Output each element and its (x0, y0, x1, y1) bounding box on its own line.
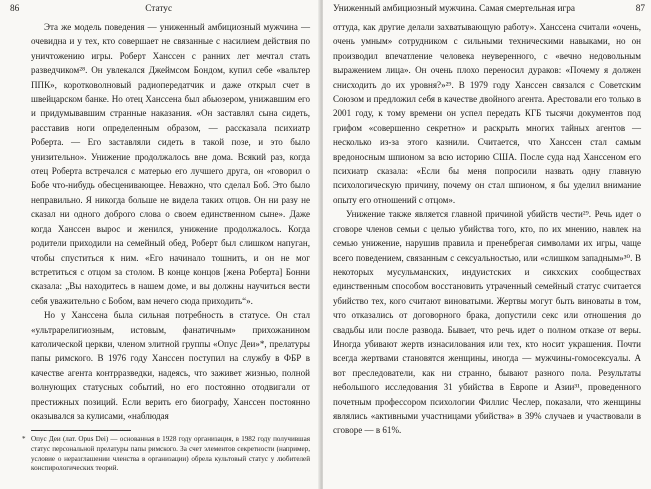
page-number-right: 87 (635, 4, 645, 14)
paragraph: оттуда, как другие делали захватывающую работу». Ханссена считали «очень, очень умным» сотрудником с сильными техническими навыками, но он производил впечатление человека неуверенного, с «вечно недовольным выражением лица». Он очень плохо переносил дураков: «Почему я должен снисходить до их уровня?»²⁹. В 1979 году Ханссен связался с Советским Союзом и предложил себя в качестве двойного агента. Арестовали его только в 2001 году, к тому времени он успел передать КГБ тысячи документов под грифом «совершенно секретно» и раскрыть многих тайных агентов — несколько из-за этого казнили. Считается, что Ханссен стал самым вредоносным шпионом за всю историю США. После суда над Ханссеном его психиатр сказала: «Если бы меня попросили назвать одну главную психологическую причину, почему он стал шпионом, я бы уделил внимание опыту его отношений с отцом». (333, 22, 641, 205)
footnote-divider (31, 430, 131, 431)
footnote-mark: * (22, 435, 26, 444)
left-page (0, 0, 320, 489)
footnote-text: Опус Деи (лат. Opus Dei) — основанная в 1928 году организация, в 1982 году получившая статус персональной прелатуры папы римского. За счет элементов секретности (например, условие о неразглашении членства в организации) обрела культовый статус у любителей конспирологических теорий. (31, 435, 310, 473)
paragraph: Но у Ханссена была сильная потребность в статусе. Он стал «ультрарелигиозным, истовым, фанатичным» прихожанином католической церкви, членом элитной группы «Опус Деи»*, прелатуры папы римского. В 1976 году Ханссен поступил на службу в ФБР в качестве агента контрразведки, надеясь, что заживет жизнью, полной волнующих статусных событий, но его постоянно отодвигали от престижных позиций. Если верить его биографу, Ханссен постоянно оказывался за кулисами, «наблюдая (31, 310, 310, 421)
paragraph: Эта же модель поведения — униженный амбициозный мужчина — очевидна и у тех, кто совершает не связанные с насилием действия по уничтожению игры. Роберт Ханссен с ранних лет мечтал стать разведчиком²⁸. Он увлекался Джеймсом Бондом, купил себе «вальтер ППК», коротковолновый радиопередатчик и даже открыл счет в швейцарском банке. Но отец Ханссена был абьюзером, унижавшим его и придумывавшим странные наказания. «Он заставлял сына сидеть, расставив ноги определенным образом, — рассказала психиатр Роберта. — Его заставляли сидеть в такой позе, и это было унизительно». Унижение продолжалось вне дома. Всякий раз, когда отец Роберта встречался с матерью его лучшего друга, он «говорил о Бобе что-нибудь обесценивающее. Неважно, что сделал Боб. Это было неправильно. Я никогда больше не видела таких отцов. Он ни разу не сказал ни одного доброго слова о своем единственном сыне». Даже когда Ханссен вырос и женился, унижение продолжалось. Когда родители приходили на семейный обед, Роберт был слишком напуган, чтобы спуститься к ним. «Его начинало тошнить, и он не мог встретиться с отцом за столом. В конце концов [жена Роберта] Бонни сказала: „Вы находитесь в нашем доме, и вы должны научиться вести себя уважительно с Бобом, вам нечего сюда приходить“». (31, 22, 310, 306)
page-number-left: 86 (10, 4, 20, 14)
running-head-left (10, 2, 310, 16)
footnote (22, 435, 310, 473)
running-head-title-left: Статус (145, 4, 173, 14)
paragraph: Унижение также является главной причиной убийств чести²⁹. Речь идет о сговоре членов семьи с целью убийства того, кто, по их мнению, навлек на семью унижение, нарушив правила и пренебрегая символами их игры, чаще всего поведением, связанным с сексуальностью, или «слишком западным»³⁰. В некоторых мусульманских, индуистских и сикхских сообществах единственным способом восстановить утраченный семейный статус считается убийство тех, кого считают виноватыми. Жертвы могут быть виноваты в том, что отказались от договорного брака, допустили секс или отношения до свадьбы или после развода. Бывает, что речь идет о полном отказе от веры. Иногда убивают жертв изнасилования или тех, кто носит украшения. Почти всегда жертвами становятся женщины, иногда — мужчины-гомосексуалы. А вот преследователи, как ни странно, бывают разного пола. Результаты небольшого исследования 31 убийства в Европе и Азии³¹, проведенного почетным профессором психологии Филлис Чеслер, показали, что женщины являлись «активными участницами убийства» в 39% случаев и участвовали в сговоре — в 61%. (333, 209, 641, 436)
left-body (10, 20, 310, 423)
right-page (323, 0, 651, 489)
running-head-right (333, 2, 645, 16)
right-body (333, 20, 645, 438)
running-head-title-right: Униженный амбициозный мужчина. Самая смертельная игра (333, 4, 576, 14)
